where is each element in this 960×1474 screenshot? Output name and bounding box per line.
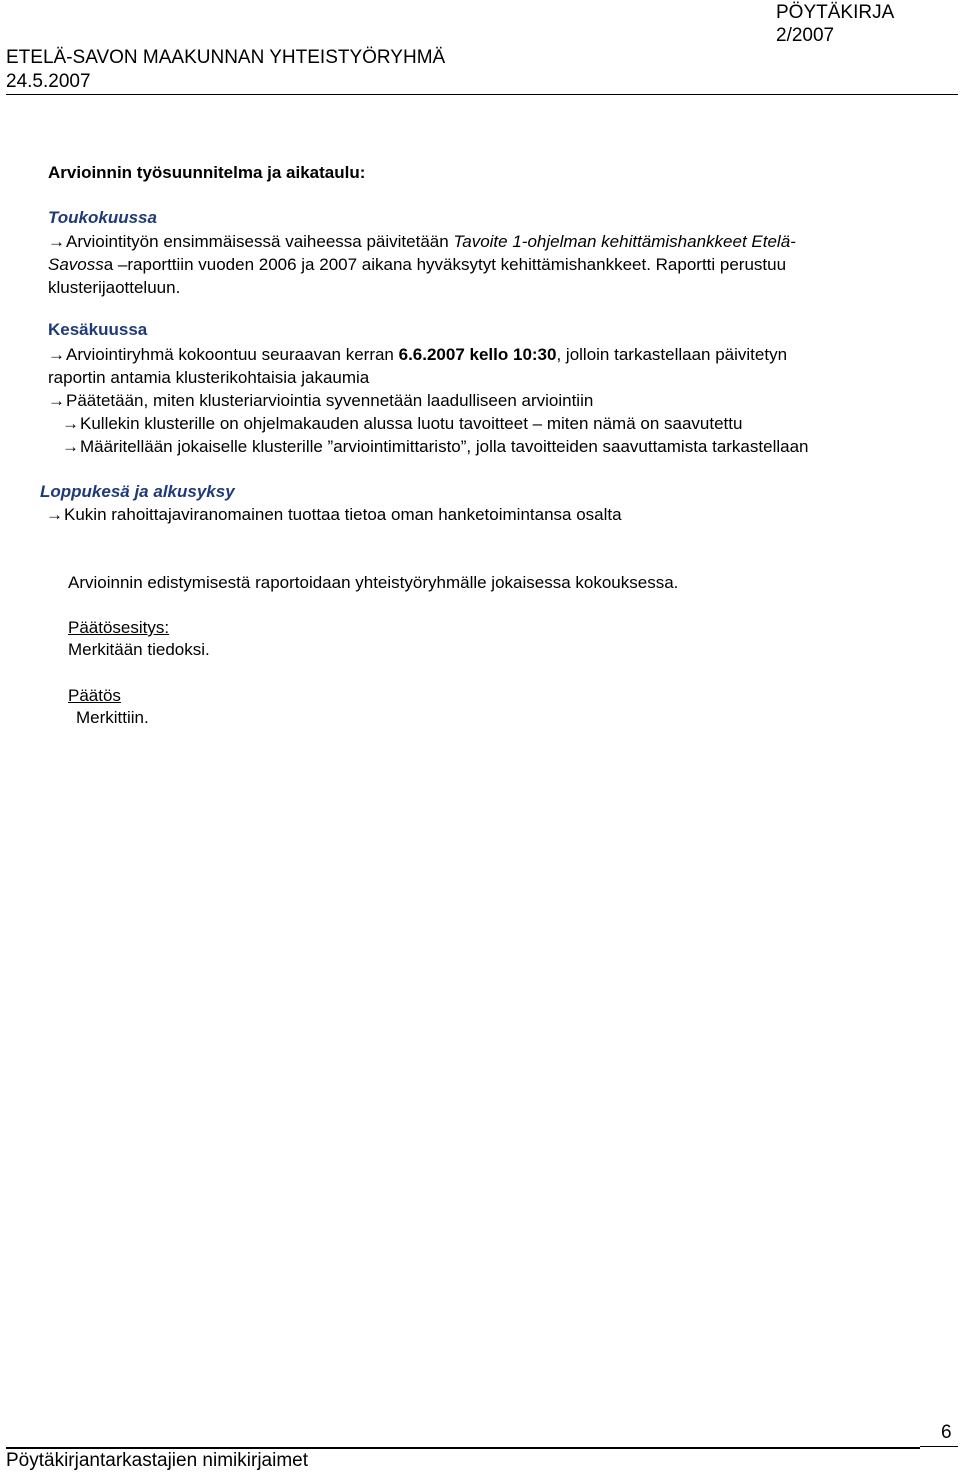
header-divider bbox=[6, 94, 958, 95]
progress-note: Arvioinnin edistymisestä raportoidaan yhteistyöryhmälle jokaisessa kokouksessa. bbox=[68, 573, 679, 592]
heading-toukokuussa: Toukokuussa bbox=[48, 208, 157, 227]
toukokuussa-line-2: Savossa –raporttiin vuoden 2006 ja 2007 aikana hyväksytyt kehittämishankkeet. Raportti perustuu bbox=[48, 255, 787, 274]
arrow-right-icon: → bbox=[48, 232, 65, 251]
signatures-label: Pöytäkirjantarkastajien nimikirjaimet bbox=[6, 1450, 308, 1471]
decision-label: Päätös bbox=[68, 686, 121, 705]
meeting-date: 24.5.2007 bbox=[6, 71, 91, 92]
heading-loppukesa: Loppukesä ja alkusyksy bbox=[40, 482, 235, 501]
arrow-right-icon: → bbox=[46, 505, 63, 524]
page-number-rule bbox=[920, 1446, 958, 1447]
proposal-label: Päätösesitys: bbox=[68, 618, 170, 637]
kesakuussa-line-1: →Arviointiryhmä kokoontuu seuraavan kerran 6.6.2007 kello 10:30, jolloin tarkastellaan päivitetyn bbox=[48, 345, 788, 364]
loppukesa-line-1: →Kukin rahoittajaviranomainen tuottaa tietoa oman hanketoimintansa osalta bbox=[46, 505, 622, 524]
toukokuussa-line-1: →Arviointityön ensimmäisessä vaiheessa päivitetään Tavoite 1-ohjelman kehittämishankkeet Etelä- bbox=[48, 232, 796, 251]
proposal-text: Merkitään tiedoksi. bbox=[68, 640, 210, 659]
page-number: 6 bbox=[941, 1422, 952, 1443]
arrow-right-icon: → bbox=[48, 391, 65, 410]
kesakuussa-line-4: →Kullekin klusterille on ohjelmakauden alussa luotu tavoitteet – miten nämä on saavutettu bbox=[62, 414, 743, 433]
kesakuussa-line-3: →Päätetään, miten klusteriarviointia syvennetään laadulliseen arviointiin bbox=[48, 391, 594, 410]
kesakuussa-line-2: raportin antamia klusterikohtaisia jakaumia bbox=[48, 368, 370, 387]
document-number: 2/2007 bbox=[776, 25, 835, 46]
footer-divider bbox=[6, 1447, 920, 1449]
decision-text: Merkittiin. bbox=[76, 708, 149, 727]
kesakuussa-line-5: →Määritellään jokaiselle klusterille ”arviointimittaristo”, jolla tavoitteiden saavuttamista tarkastellaan bbox=[62, 437, 809, 456]
arrow-right-icon: → bbox=[62, 437, 79, 456]
arrow-right-icon: → bbox=[48, 345, 65, 364]
organization-name: ETELÄ-SAVON MAAKUNNAN YHTEISTYÖRYHMÄ bbox=[6, 47, 446, 68]
toukokuussa-line-3: klusterijaotteluun. bbox=[48, 278, 181, 297]
heading-kesakuussa: Kesäkuussa bbox=[48, 320, 148, 339]
section-title: Arvioinnin työsuunnitelma ja aikataulu: bbox=[48, 163, 366, 182]
document-type: PÖYTÄKIRJA bbox=[776, 2, 895, 23]
arrow-right-icon: → bbox=[62, 414, 79, 433]
